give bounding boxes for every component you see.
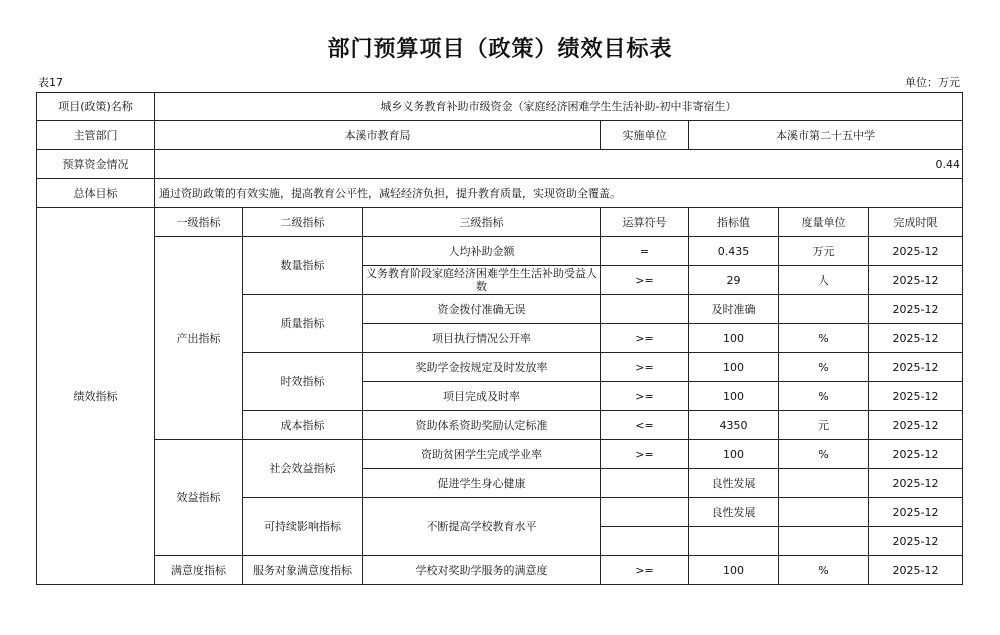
- level2-sustainable: 可持续影响指标: [243, 498, 363, 556]
- value-cell: 100: [689, 556, 779, 585]
- operator-cell: [601, 469, 689, 498]
- level3-cell: 资金拨付准确无误: [363, 295, 601, 324]
- unit-label: 单位：万元: [905, 76, 960, 89]
- unit-cell: [779, 295, 869, 324]
- project-row: [37, 93, 963, 121]
- deadline-cell: 2025-12: [869, 440, 963, 469]
- operator-cell: >=: [601, 353, 689, 382]
- operator-cell: =: [601, 237, 689, 266]
- operator-cell: >=: [601, 382, 689, 411]
- operator-cell: >=: [601, 556, 689, 585]
- level2-quality: 质量指标: [243, 295, 363, 353]
- unit-cell: %: [779, 324, 869, 353]
- level3-cell: 促进学生身心健康: [363, 469, 601, 498]
- level2-satisfaction: 服务对象满意度指标: [243, 556, 363, 585]
- operator-cell: >=: [601, 440, 689, 469]
- level2-social: 社会效益指标: [243, 440, 363, 498]
- operator-cell: [601, 295, 689, 324]
- level2-cost: 成本指标: [243, 411, 363, 440]
- deadline-cell: 2025-12: [869, 382, 963, 411]
- level3-cell: 资助体系资助奖励认定标准: [363, 411, 601, 440]
- impl-value: 本溪市第二十五中学: [689, 121, 963, 150]
- unit-cell: 人: [779, 266, 869, 295]
- value-cell: 29: [689, 266, 779, 295]
- level2-quantity: 数量指标: [243, 237, 363, 295]
- header-level3: 三级指标: [363, 208, 601, 237]
- level3-cell: 资助贫困学生完成学业率: [363, 440, 601, 469]
- budget-row: [37, 150, 963, 179]
- deadline-cell: 2025-12: [869, 324, 963, 353]
- dept-label: 主管部门: [37, 121, 155, 150]
- performance-table: [36, 92, 963, 585]
- level3-cell: 人均补助金额: [363, 237, 601, 266]
- operator-cell: <=: [601, 411, 689, 440]
- value-cell: 100: [689, 440, 779, 469]
- impl-label: 实施单位: [601, 121, 689, 150]
- table-number: 表17: [38, 76, 63, 89]
- unit-cell: [779, 469, 869, 498]
- deadline-cell: 2025-12: [869, 266, 963, 295]
- header-unit: 度量单位: [779, 208, 869, 237]
- dept-value: 本溪市教育局: [155, 121, 601, 150]
- deadline-cell: 2025-12: [869, 498, 963, 527]
- value-cell: 及时准确: [689, 295, 779, 324]
- value-cell: 100: [689, 324, 779, 353]
- project-value: 城乡义务教育补助市级资金（家庭经济困难学生生活补助-初中非寄宿生）: [155, 93, 963, 121]
- table-row: [37, 237, 963, 266]
- value-cell: [689, 527, 779, 556]
- level1-benefit: 效益指标: [155, 440, 243, 556]
- level3-cell: 义务教育阶段家庭经济困难学生生活补助受益人数: [363, 266, 601, 295]
- unit-cell: %: [779, 382, 869, 411]
- deadline-cell: 2025-12: [869, 411, 963, 440]
- page-title: 部门预算项目（政策）绩效目标表: [327, 37, 673, 62]
- budget-label: 预算资金情况: [37, 150, 155, 179]
- unit-cell: %: [779, 440, 869, 469]
- operator-cell: [601, 527, 689, 556]
- level3-cell: 奖助学金按规定及时发放率: [363, 353, 601, 382]
- value-cell: 4350: [689, 411, 779, 440]
- dept-row: [37, 121, 963, 150]
- value-cell: 100: [689, 382, 779, 411]
- header-value: 指标值: [689, 208, 779, 237]
- unit-cell: [779, 498, 869, 527]
- value-cell: 良性发展: [689, 498, 779, 527]
- project-label: 项目(政策)名称: [37, 93, 155, 121]
- goal-row: [37, 179, 963, 208]
- level1-satisfaction: 满意度指标: [155, 556, 243, 585]
- unit-cell: %: [779, 353, 869, 382]
- level3-cell: 不断提高学校教育水平: [363, 498, 601, 556]
- level1-output: 产出指标: [155, 237, 243, 440]
- operator-cell: >=: [601, 266, 689, 295]
- unit-cell: 万元: [779, 237, 869, 266]
- value-cell: 0.435: [689, 237, 779, 266]
- goal-label: 总体目标: [37, 179, 155, 208]
- value-cell: 100: [689, 353, 779, 382]
- header-row: [37, 208, 963, 237]
- header-operator: 运算符号: [601, 208, 689, 237]
- deadline-cell: 2025-12: [869, 556, 963, 585]
- deadline-cell: 2025-12: [869, 527, 963, 556]
- header-level1: 一级指标: [155, 208, 243, 237]
- deadline-cell: 2025-12: [869, 469, 963, 498]
- deadline-cell: 2025-12: [869, 295, 963, 324]
- deadline-cell: 2025-12: [869, 353, 963, 382]
- header-level2: 二级指标: [243, 208, 363, 237]
- level3-cell: 项目执行情况公开率: [363, 324, 601, 353]
- level3-cell: 学校对奖助学服务的满意度: [363, 556, 601, 585]
- table-row: [37, 556, 963, 585]
- budget-value: 0.44: [155, 150, 963, 179]
- unit-cell: [779, 527, 869, 556]
- header-deadline: 完成时限: [869, 208, 963, 237]
- level3-cell: 项目完成及时率: [363, 382, 601, 411]
- unit-cell: %: [779, 556, 869, 585]
- operator-cell: >=: [601, 324, 689, 353]
- unit-cell: 元: [779, 411, 869, 440]
- perf-label: 绩效指标: [37, 208, 155, 585]
- table-row: [37, 440, 963, 469]
- level2-timeliness: 时效指标: [243, 353, 363, 411]
- operator-cell: [601, 498, 689, 527]
- deadline-cell: 2025-12: [869, 237, 963, 266]
- goal-value: 通过资助政策的有效实施，提高教育公平性，减轻经济负担，提升教育质量，实现资助全覆盖。: [155, 179, 963, 208]
- value-cell: 良性发展: [689, 469, 779, 498]
